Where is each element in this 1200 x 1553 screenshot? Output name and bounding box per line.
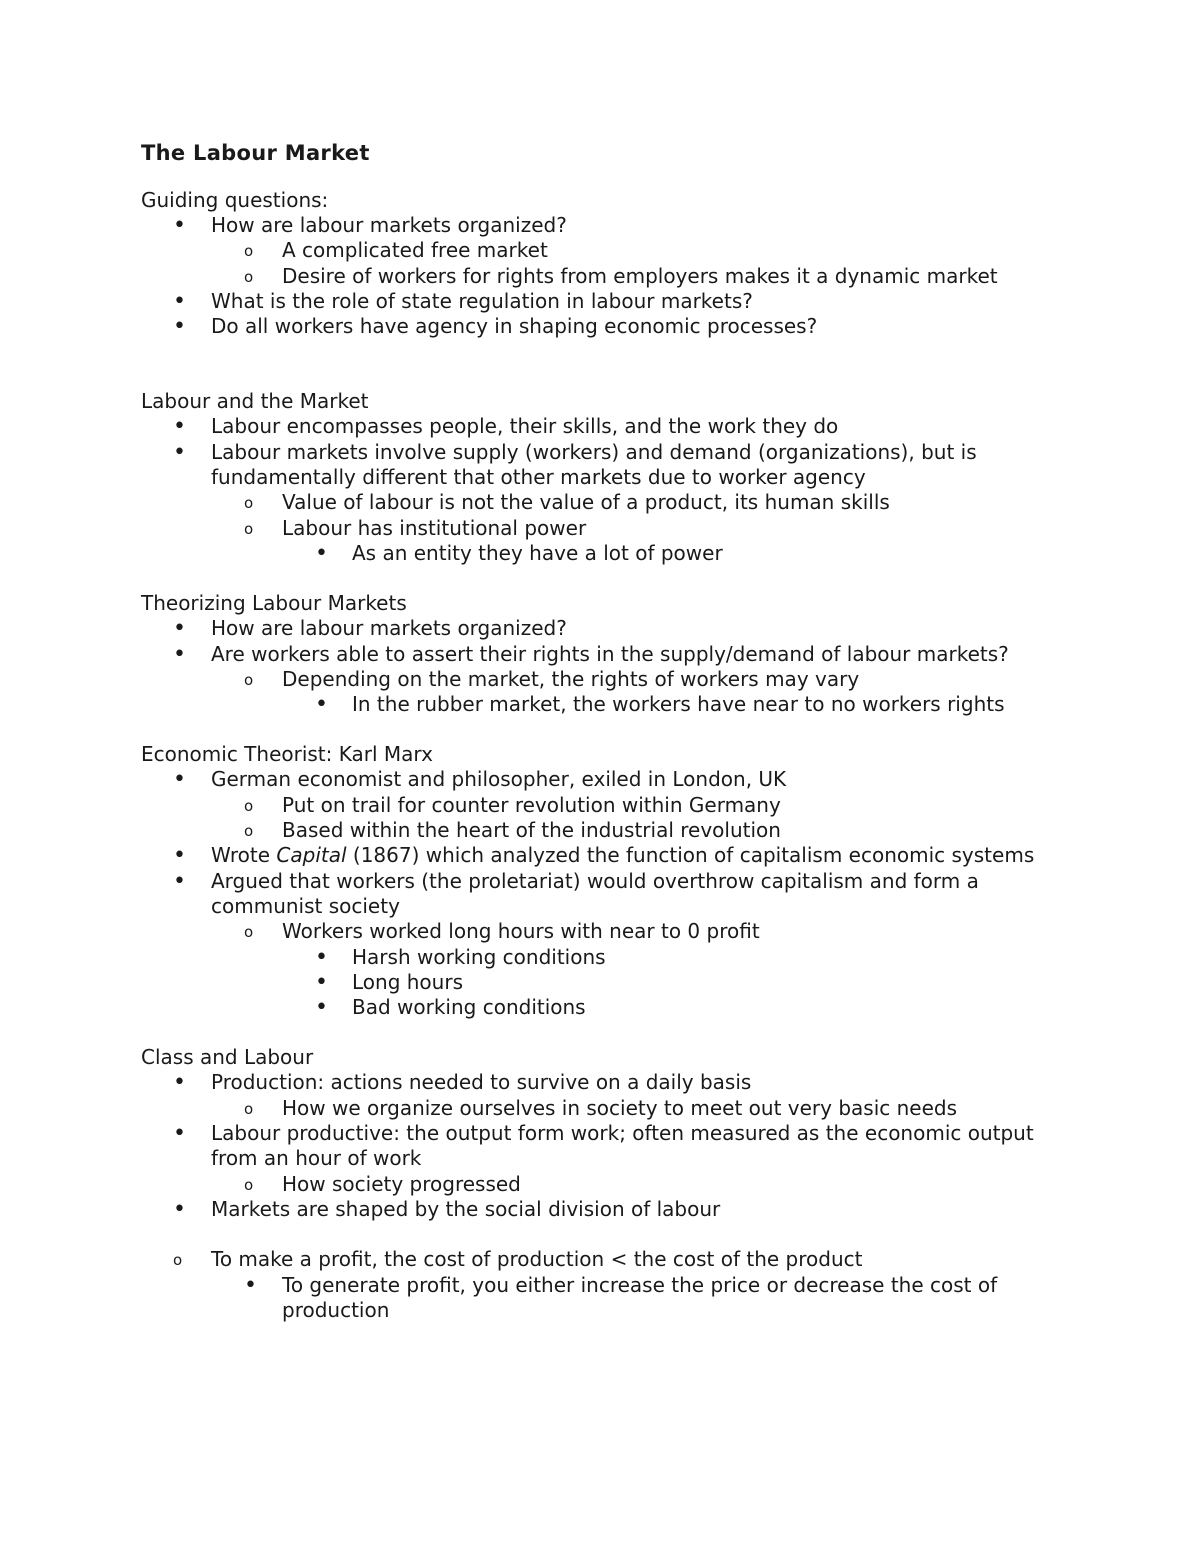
- hollow-bullet-icon: [244, 919, 253, 945]
- bullet-icon: [173, 642, 186, 668]
- section-heading: Labour and the Market: [141, 389, 369, 414]
- list-item: [141, 616, 1081, 641]
- bullet-icon: [173, 414, 186, 440]
- list-item-text: As an entity they have a lot of power: [352, 540, 723, 565]
- list-item-text: Put on trail for counter revolution within Germany: [282, 792, 781, 817]
- list-item: [141, 945, 1081, 970]
- list-item-text: Depending on the market, the rights of workers may vary: [282, 666, 860, 691]
- list-item: [141, 314, 1081, 339]
- list-item: [141, 970, 1081, 995]
- bullet-icon: [315, 970, 328, 996]
- bullet-list: [141, 616, 1081, 717]
- list-item-text: How are labour markets organized?: [211, 213, 567, 237]
- list-item: [141, 793, 1081, 818]
- bullet-icon: [173, 289, 186, 315]
- list-item-text: To make a profit, the cost of production < the cost of the product: [211, 1247, 863, 1272]
- list-item-text: Desire of workers for rights from employers makes it a dynamic market: [282, 263, 998, 288]
- hollow-bullet-icon: [173, 1247, 182, 1273]
- list-item-text: What is the role of state regulation in labour markets?: [211, 288, 753, 313]
- list-item-text: Are workers able to assert their rights in the supply/demand of labour markets?: [211, 641, 1009, 666]
- hollow-bullet-icon: [244, 264, 253, 290]
- list-item: [141, 238, 1081, 263]
- bullet-icon: [173, 440, 186, 466]
- list-item: [141, 490, 1081, 515]
- hollow-bullet-icon: [244, 490, 253, 516]
- bullet-icon: [173, 767, 186, 793]
- list-item-text: How are labour markets organized?: [211, 616, 567, 641]
- section: [141, 742, 1081, 1020]
- list-item: [141, 767, 1081, 792]
- list-item: [141, 264, 1081, 289]
- list-item-text: Workers worked long hours with near to 0 profit: [282, 919, 760, 944]
- list-item-text: Production: actions needed to survive on a daily basis: [211, 1070, 752, 1095]
- list-item-text: Labour encompasses people, their skills, and the work they do: [211, 414, 839, 439]
- sections-container: [141, 188, 1081, 1323]
- bullet-icon: [315, 692, 328, 718]
- hollow-bullet-icon: [244, 667, 253, 693]
- bullet-icon: [173, 616, 186, 642]
- list-item: [141, 1273, 1081, 1324]
- hollow-bullet-icon: [244, 516, 253, 542]
- list-item-text: How society progressed: [282, 1171, 521, 1196]
- section: [141, 188, 1081, 339]
- list-item-text: Long hours: [352, 969, 463, 994]
- bullet-icon: [315, 995, 328, 1021]
- document-title: The Labour Market: [141, 141, 370, 165]
- list-item: [141, 213, 1081, 238]
- list-item-text: Bad working conditions: [352, 995, 586, 1020]
- list-item-text: Labour markets involve supply (workers) and demand (organizations), but is fundamentally different that other markets due to worker agency: [211, 439, 977, 490]
- bullet-icon: [244, 1273, 257, 1299]
- list-item-text: Labour has institutional power: [282, 515, 587, 540]
- bullet-icon: [173, 869, 186, 895]
- list-item-text: Harsh working conditions: [352, 944, 606, 969]
- list-item: [141, 843, 1081, 868]
- list-item: [141, 869, 1081, 920]
- section: [141, 591, 1081, 717]
- bullet-icon: [173, 843, 186, 869]
- list-item-text: In the rubber market, the workers have near to no workers rights: [352, 692, 1005, 717]
- section-heading: Guiding questions:: [141, 188, 329, 212]
- list-item-text: German economist and philosopher, exiled in London, UK: [211, 767, 787, 792]
- bullet-list: [141, 1070, 1081, 1323]
- section: [141, 389, 1081, 566]
- bullet-icon: [173, 314, 186, 340]
- hollow-bullet-icon: [244, 238, 253, 264]
- list-item: [141, 667, 1081, 692]
- bullet-list: [141, 414, 1081, 566]
- document-page: [141, 139, 1081, 1348]
- list-item: [141, 1070, 1081, 1095]
- list-item: [141, 1197, 1081, 1222]
- hollow-bullet-icon: [244, 818, 253, 844]
- list-item: [141, 1247, 1081, 1272]
- bullet-icon: [173, 1121, 186, 1147]
- list-item-text: Wrote Capital (1867) which analyzed the function of capitalism economic systems: [211, 843, 1035, 868]
- section-heading: Class and Labour: [141, 1045, 314, 1070]
- list-item-text: Argued that workers (the proletariat) would overthrow capitalism and form a communist society: [211, 868, 979, 918]
- bullet-list: [141, 767, 1081, 1020]
- bullet-list: [141, 213, 1081, 339]
- list-item-text: How we organize ourselves in society to meet out very basic needs: [282, 1095, 958, 1120]
- hollow-bullet-icon: [244, 793, 253, 819]
- book-title: Capital: [276, 843, 347, 868]
- section-heading: Economic Theorist: Karl Marx: [141, 742, 433, 767]
- list-item-text: Do all workers have agency in shaping economic processes?: [211, 314, 818, 339]
- list-item: [141, 440, 1081, 491]
- list-item: [141, 995, 1081, 1020]
- bullet-icon: [173, 1070, 186, 1096]
- list-item: [141, 692, 1081, 717]
- list-item: [141, 516, 1081, 541]
- bullet-icon: [315, 541, 328, 567]
- list-item-text: Labour productive: the output form work; often measured as the economic output from an hour of work: [211, 1121, 1034, 1171]
- list-item: [141, 818, 1081, 843]
- section-heading: Theorizing Labour Markets: [141, 591, 407, 616]
- list-item-text: To generate profit, you either increase the price or decrease the cost of production: [282, 1272, 998, 1322]
- list-item: [141, 1172, 1081, 1197]
- hollow-bullet-icon: [244, 1096, 253, 1122]
- list-item: [141, 289, 1081, 314]
- list-item-text: Markets are shaped by the social division of labour: [211, 1196, 721, 1221]
- list-spacer: [141, 1222, 1081, 1247]
- hollow-bullet-icon: [244, 1172, 253, 1198]
- section: [141, 1045, 1081, 1323]
- list-item-text: Value of labour is not the value of a product, its human skills: [282, 490, 890, 515]
- bullet-icon: [173, 1197, 186, 1223]
- list-item: [141, 919, 1081, 944]
- bullet-icon: [173, 213, 186, 239]
- list-item: [141, 1121, 1081, 1172]
- list-item: [141, 642, 1081, 667]
- list-item-text: Based within the heart of the industrial revolution: [282, 818, 781, 843]
- list-item: [141, 414, 1081, 439]
- list-item: [141, 541, 1081, 566]
- list-item-text: A complicated free market: [282, 238, 548, 263]
- list-item: [141, 1096, 1081, 1121]
- bullet-icon: [315, 945, 328, 971]
